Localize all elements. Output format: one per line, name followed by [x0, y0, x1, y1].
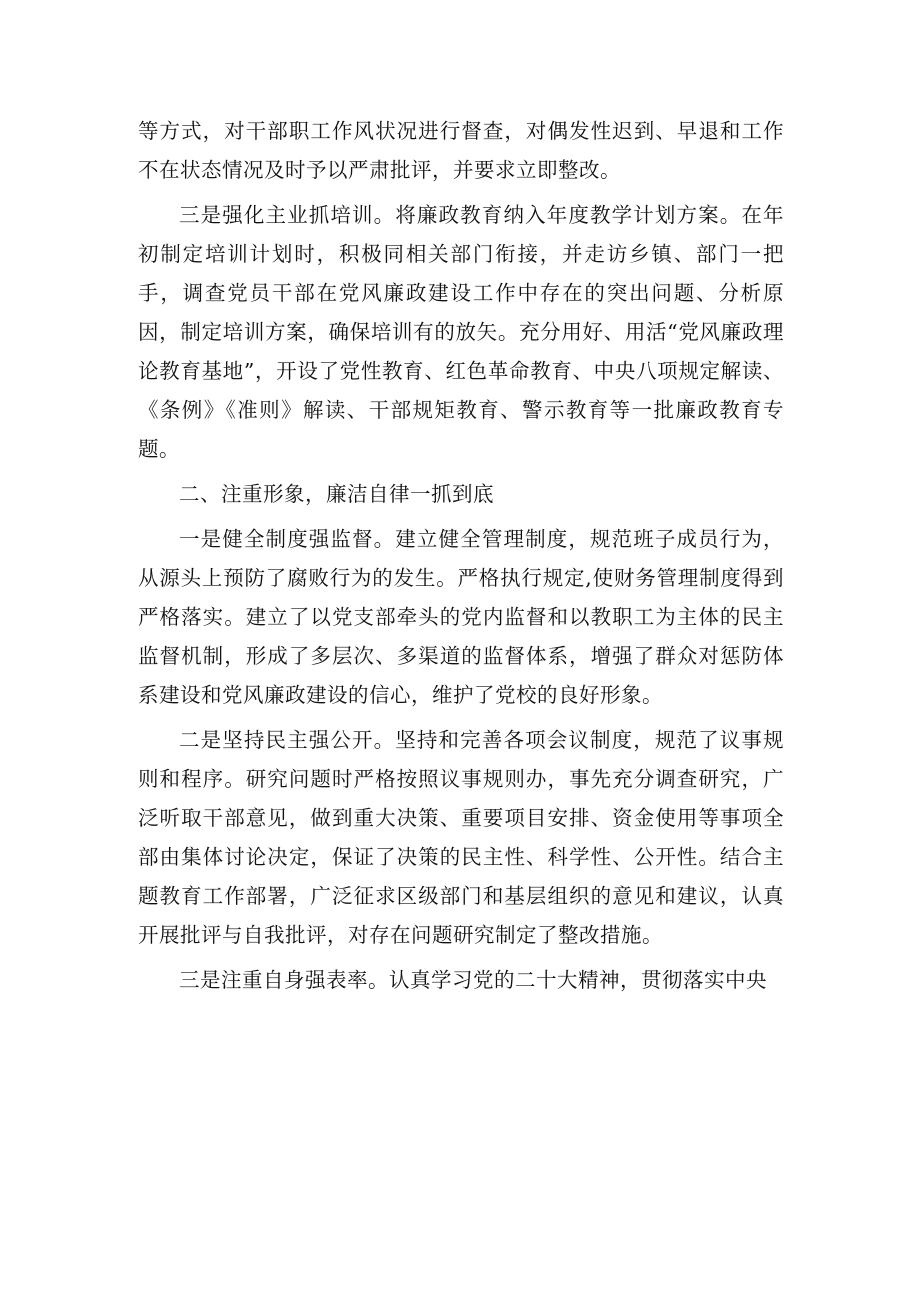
- document-page: [138, 112, 784, 1006]
- paragraph-supervision: 一是健全制度强监督。建立健全管理制度，规范班子成员行为，从源头上预防了腐败行为的发生。严格执行规定,使财务管理制度得到严格落实。建立了以党支部牵头的党内监督和以教职工为主体的民主监督机制，形成了多层次、多渠道的监督体系，增强了群众对惩防体系建设和党风廉政建设的信心，维护了党校的良好形象。: [138, 527, 784, 707]
- paragraph-democracy: 二是坚持民主强公开。坚持和完善各项会议制度，规范了议事规则和程序。研究问题时严格按照议事规则办，事先充分调查研究，广泛听取干部意见，做到重大决策、重要项目安排、资金使用等事项全部由集体讨论决定，保证了决策的民主性、科学性、公开性。结合主题教育工作部署，广泛征求区级部门和基层组织的意见和建议，认真开展批评与自我批评，对存在问题研究制定了整改措施。: [138, 728, 784, 947]
- section-heading-2: 二、注重形象，廉洁自律一抓到底: [179, 482, 494, 506]
- paragraph-self-discipline: 三是注重自身强表率。认真学习党的二十大精神，贯彻落实中央: [179, 968, 767, 992]
- paragraph-training: 三是强化主业抓培训。将廉政教育纳入年度教学计划方案。在年初制定培训计划时，积极同相关部门衔接，并走访乡镇、部门一把手，调查党员干部在党风廉政建设工作中存在的突出问题、分析原因，制定培训方案，确保培训有的放矢。充分用好、用活“党风廉政理论教育基地”，开设了党性教育、红色革命教育、中央八项规定解读、《条例》《准则》解读、干部规矩教育、警示教育等一批廉政教育专题。: [138, 203, 784, 461]
- paragraph-continuation: 等方式，对干部职工作风状况进行督查，对偶发性迟到、早退和工作不在状态情况及时予以严肃批评，并要求立即整改。: [138, 119, 784, 182]
